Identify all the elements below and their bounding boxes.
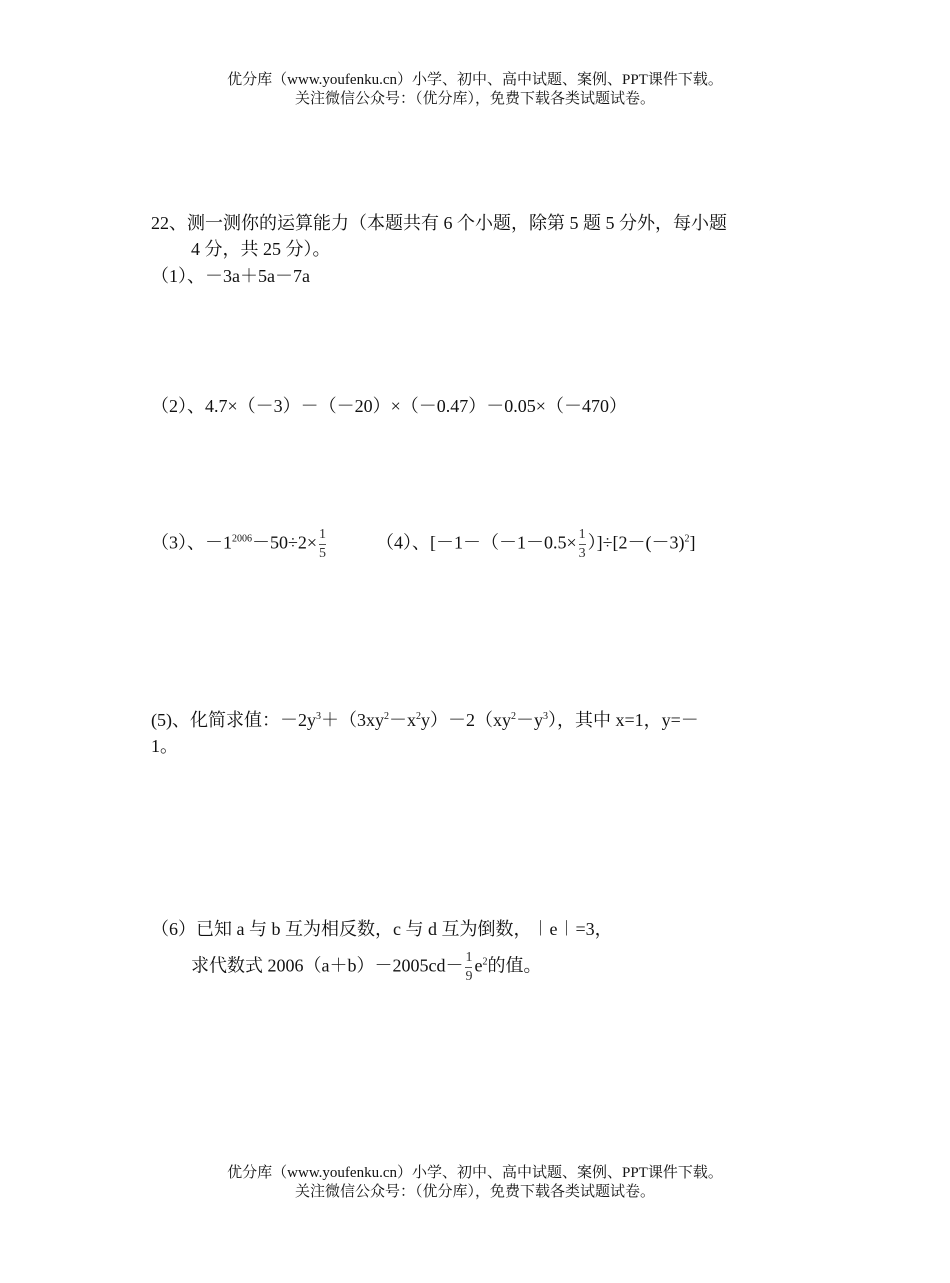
problem-6-exponent: 2 (482, 956, 488, 968)
problem-5-exponent: 3 (543, 711, 548, 722)
problem-6-mid: e (474, 955, 483, 976)
problem-4-end: ] (689, 532, 696, 553)
footer-line-2: 关注微信公众号：（优分库），免费下载各类试题试卷。 (294, 1184, 655, 1200)
problem-5-part: －x (389, 710, 416, 730)
problem-6-line-1: （6）已知 a 与 b 互为相反数，c 与 d 互为倒数，︱e︱=3， (151, 919, 613, 939)
fraction-denominator: 3 (578, 546, 586, 561)
problem-6-end: 的值。 (487, 955, 542, 976)
problem-4-exponent: 2 (684, 533, 690, 545)
problem-5-part: －y (516, 710, 543, 730)
fraction-numerator: 1 (319, 527, 327, 542)
problem-6-prefix: 求代数式 2006（a＋b）－2005cd－ (191, 955, 464, 976)
footer-line-1: 优分库（www.youfenku.cn）小学、初中、高中试题、案例、PPT课件下载。 (227, 1165, 723, 1181)
problem-5-part: (5)、化简求值：－2y (151, 710, 316, 730)
problem-5-exponent: 2 (416, 711, 421, 722)
fraction-numerator: 1 (578, 527, 586, 542)
header-line-2: 关注微信公众号：（优分库），免费下载各类试题试卷。 (294, 91, 655, 107)
problem-4-fraction (579, 527, 586, 562)
fraction-denominator: 5 (319, 546, 327, 561)
question-title-line-1: 22、测一测你的运算能力（本题共有 6 个小题，除第 5 题 5 分外，每小题 (151, 213, 727, 233)
problem-4-mid: ）]÷[2－(－3) (587, 532, 685, 553)
problem-3-prefix: （3）、－1 (151, 532, 232, 553)
problem-5-part: ＋（3xy (321, 710, 384, 730)
question-title-line-2: 4 分，共 25 分）。 (191, 239, 331, 259)
problem-2: （2）、4.7×（－3）－（－20）×（－0.47）－0.05×（－470） (151, 396, 627, 416)
problem-1: （1）、－3a＋5a－7a (151, 266, 310, 286)
problem-5-part: ），其中 x=1，y=－ (548, 710, 699, 730)
problem-3-mid: －50÷2× (252, 532, 318, 553)
problem-5-exponent: 3 (316, 711, 321, 722)
problem-3-fraction (319, 527, 326, 562)
fraction-denominator: 9 (465, 969, 473, 984)
problem-5-part: y）－2（xy (421, 710, 511, 730)
problem-6-line-2 (191, 950, 541, 985)
problem-4 (376, 527, 696, 562)
fraction-numerator: 1 (465, 950, 473, 965)
problem-6-fraction (465, 950, 472, 985)
problem-3 (151, 527, 328, 562)
problem-3-exponent: 2006 (232, 533, 252, 545)
problem-5-exponent: 2 (511, 711, 516, 722)
header-line-1: 优分库（www.youfenku.cn）小学、初中、高中试题、案例、PPT课件下载。 (227, 72, 723, 88)
problem-5-line-2: 1。 (151, 736, 178, 756)
problem-4-prefix: （4）、[－1－（－1－0.5× (376, 532, 577, 553)
problem-5-exponent: 2 (384, 711, 389, 722)
problem-5 (151, 707, 699, 733)
